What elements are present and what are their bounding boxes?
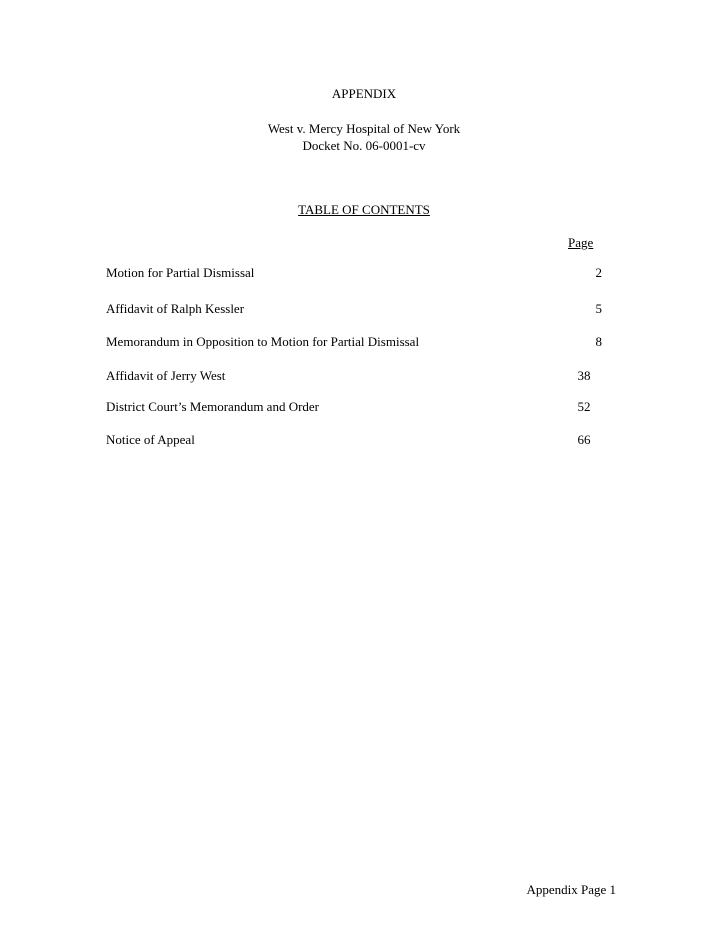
toc-entry [106, 334, 602, 352]
toc-entry-page: 66 [577, 432, 591, 447]
toc-entry-title: Notice of Appeal [106, 432, 195, 447]
toc-entry-title: District Court’s Memorandum and Order [106, 399, 320, 414]
appendix-heading: APPENDIX [331, 86, 397, 101]
toc-entry-page: 8 [595, 334, 602, 349]
toc-entry-title: Motion for Partial Dismissal [106, 265, 255, 280]
toc-entry-title: Affidavit of Ralph Kessler [106, 301, 245, 316]
toc-entry [106, 265, 602, 283]
page-footer: Appendix Page 1 [526, 882, 616, 897]
case-title: West v. Mercy Hospital of New York [267, 121, 461, 136]
toc-entry [106, 432, 602, 450]
toc-entry-page: 38 [577, 368, 591, 383]
docket-number: Docket No. 06-0001-cv [302, 138, 426, 153]
toc-entry-page: 2 [595, 265, 602, 280]
toc-entry-title: Memorandum in Opposition to Motion for Partial Dismissal [106, 334, 420, 349]
toc-entry-page: 5 [595, 301, 602, 316]
toc-entry [106, 368, 602, 386]
toc-entry-title: Affidavit of Jerry West [106, 368, 226, 383]
table-of-contents-title: TABLE OF CONTENTS [298, 202, 430, 217]
toc-entry-page: 52 [577, 399, 591, 414]
toc-entry [106, 301, 602, 319]
toc-entry [106, 399, 602, 417]
page-column-header: Page [568, 235, 594, 250]
